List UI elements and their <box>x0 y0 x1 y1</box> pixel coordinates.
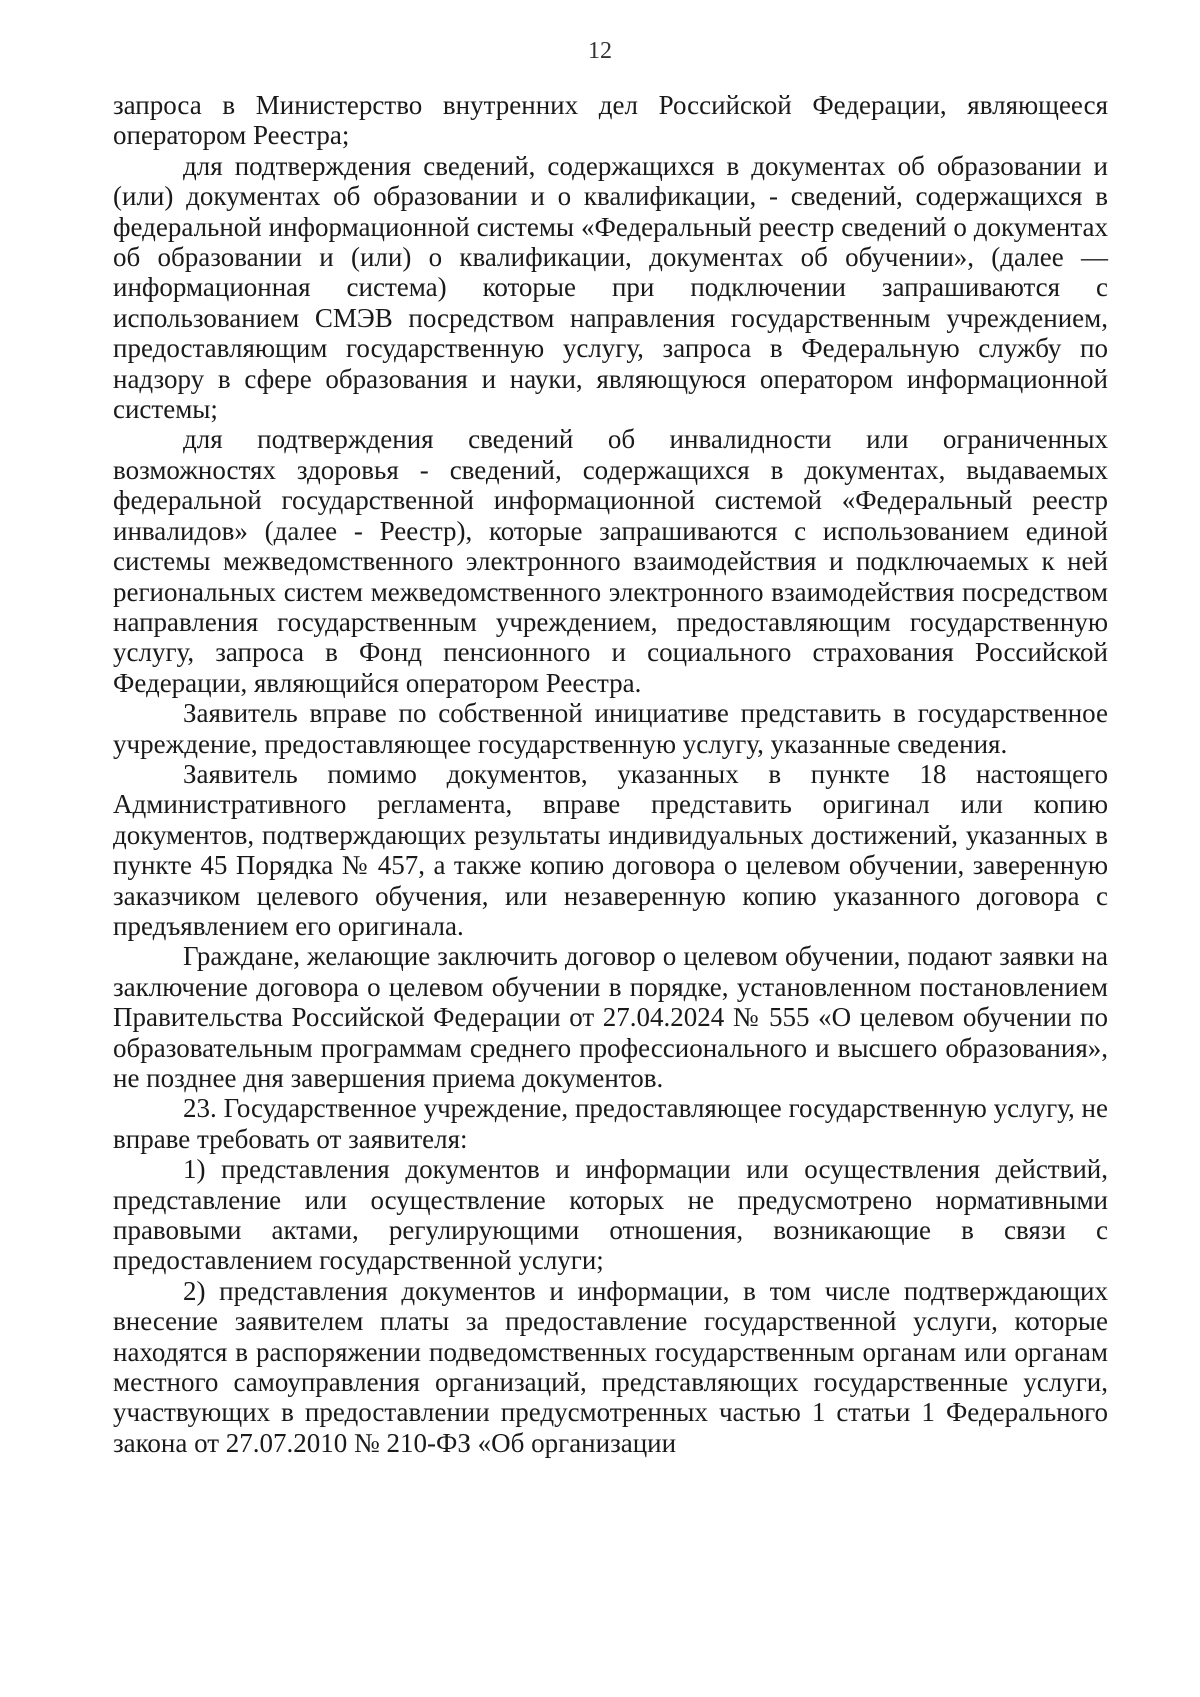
paragraph: Заявитель вправе по собственной инициативе представить в государственное учреждение, предоставляющее государственную услугу, указанные сведения. <box>113 698 1108 759</box>
paragraph: 2) представления документов и информации, в том числе подтверждающих внесение заявителем платы за предоставление государственной услуги, которые находятся в распоряжении подведомственных государственным органам или органам местного самоуправления организаций, представляющих государственные услуги, участвующих в предоставлении предусмотренных частью 1 статьи 1 Федерального закона от 27.07.2010 № 210-ФЗ «Об организации <box>113 1275 1108 1458</box>
paragraph: Граждане, желающие заключить договор о целевом обучении, подают заявки на заключение договора о целевом обучении в порядке, установленном постановлением Правительства Российской Федерации от 27.04.2024 № 555 «О целевом обучении по образовательным программам среднего профессионального и высшего образования», не позднее дня завершения приема документов. <box>113 941 1108 1093</box>
paragraph: запроса в Министерство внутренних дел Российской Федерации, являющееся оператором Реестра; <box>113 90 1108 151</box>
paragraph: для подтверждения сведений об инвалидности или ограниченных возможностях здоровья - сведений, содержащихся в документах, выдаваемых федеральной государственной информационной системой «Федеральный реестр инвалидов» (далее - Реестр), которые запрашиваются с использованием единой системы межведомственного электронного взаимодействия и подключаемых к ней региональных систем межведомственного электронного взаимодействия посредством направления государственным учреждением, предоставляющим государственную услугу, запроса в Фонд пенсионного и социального страхования Российской Федерации, являющийся оператором Реестра. <box>113 424 1108 698</box>
paragraph: 23. Государственное учреждение, предоставляющее государственную услугу, не вправе требовать от заявителя: <box>113 1093 1108 1154</box>
paragraph: Заявитель помимо документов, указанных в пункте 18 настоящего Административного регламента, вправе представить оригинал или копию документов, подтверждающих результаты индивидуальных достижений, указанных в пункте 45 Порядка № 457, а также копию договора о целевом обучении, заверенную заказчиком целевого обучения, или незаверенную копию указанного договора с предъявлением его оригинала. <box>113 758 1108 941</box>
document-body <box>113 90 1108 1458</box>
paragraph: 1) представления документов и информации или осуществления действий, представление или осуществление которых не предусмотрено нормативными правовыми актами, регулирующими отношения, возникающие в связи с предоставлением государственной услуги; <box>113 1154 1108 1276</box>
paragraph: для подтверждения сведений, содержащихся в документах об образовании и (или) документах об образовании и о квалификации, - сведений, содержащихся в федеральной информационной системы «Федеральный реестр сведений о документах об образовании и (или) о квалификации, документах об обучении», (далее — информационная система) которые при подключении запрашиваются с использованием СМЭВ посредством направления государственным учреждением, предоставляющим государственную услугу, запроса в Федеральную службу по надзору в сфере образования и науки, являющуюся оператором информационной системы; <box>113 150 1108 425</box>
page-number: 12 <box>588 38 612 64</box>
